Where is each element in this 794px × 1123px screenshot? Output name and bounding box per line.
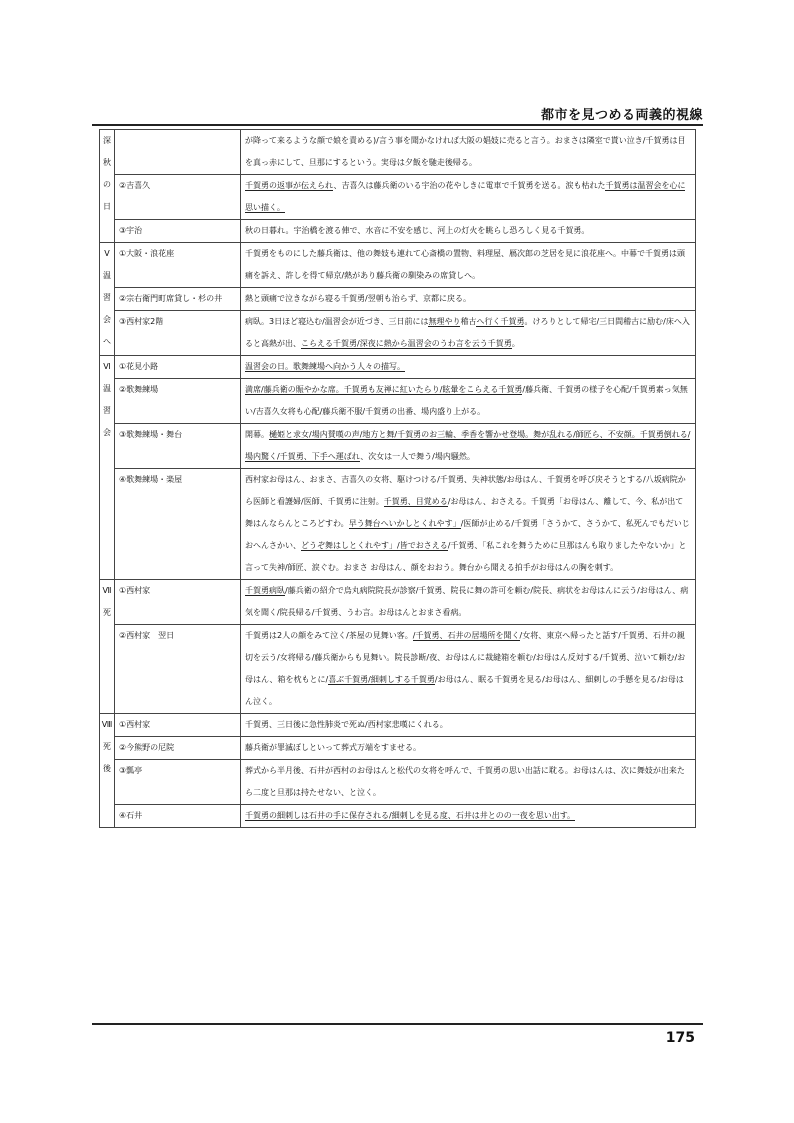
scene-description-cell [241, 737, 696, 760]
scene-description-cell [241, 625, 696, 714]
description-text: 秋の日暮れ。宇治橋を渡る俥で、水音に不安を感じ、河上の灯火を眺らし恐ろしく見る千賀勇。 [245, 226, 590, 235]
description-text: 開幕。 [245, 430, 269, 439]
scene-place-cell: ①西村家 [115, 714, 241, 737]
underlined-text: /千賀勇、石井の居場所を聞く [412, 631, 520, 640]
page-header [92, 104, 703, 124]
part-label-cell [100, 356, 115, 580]
scene-place-cell: ③瓢亭 [115, 760, 241, 805]
underlined-text: こらえる千賀勇/深夜に熱から温習会のうわ言を云う千賀勇 [301, 339, 512, 348]
part-label-char: Ⅶ [102, 586, 112, 595]
description-text: 、吉喜久は藤兵衛のいる宇治の花やしきに電車で千賀勇を送る。涙も枯れた [333, 181, 606, 190]
description-text: /藤兵衛の紹介で烏丸病院院長が診察/千賀勇、院長に舞の許可を頼む/院長、病状をお母はんに云う/お母はん、病気を聞く/院長帰る/千賀勇、うわ言。お母はんとおまさ看病。 [245, 586, 689, 617]
scene-place-cell: ②吉喜久 [115, 175, 241, 220]
table-row [100, 288, 696, 311]
part-label-char: 会 [103, 428, 111, 437]
underlined-text: 千賀勇の返事が伝えられ [245, 181, 334, 190]
part-label-char: 後 [103, 764, 111, 773]
description-text: /お母はん、おさえる。千賀勇「お母はん、離して、今、私が出て舞はんならんところどすわ。 [245, 497, 684, 528]
part-label-char: 習 [103, 293, 111, 302]
description-text: 千賀勇をものにした藤兵衛は、他の舞妓も連れて心斎橋の置物、料理屋、鴈次郎の芝居を見に浪花座へ。中幕で千賀勇は頭痛を訴え、許しを得て帰京/熱があり藤兵衛の馴染みの席貸しへ。 [245, 249, 685, 280]
table-row [100, 243, 696, 288]
underlined-text: 喜ぶ千賀勇/細刺しする千賀勇 [328, 675, 435, 684]
scene-description-cell [241, 130, 696, 175]
description-text: 西村家お母はん、おまさ、吉喜久の女将、駆けつける/千賀勇、失神状態/お母はん、千賀勇を呼び戻そうとする/八坂病院から医師と看護婦/医師、千賀勇に注射。 [245, 475, 686, 506]
description-text: が降って来るような顔で娘を責める)/言う事を聞かなければ大阪の娼妓に売ると言う。おまさは隣室で貰い泣き/千賀勇は目を真っ赤にして、旦那にするという。実母は夕飯を馳走後帰る。 [245, 136, 686, 167]
table-row [100, 469, 696, 580]
description-text: 稽古 [460, 317, 477, 326]
scene-place-cell: ①花見小路 [115, 356, 241, 379]
part-label-char: 秋 [103, 158, 111, 167]
scene-description-cell [241, 288, 696, 311]
description-text: 。 [511, 339, 520, 348]
part-label-cell [100, 714, 115, 828]
underlined-text: 早う舞台へいかしとくれやす」 [348, 519, 461, 528]
underlined-text: へ行く千賀勇 [476, 317, 525, 326]
underlined-text: 千賀勇、目覚める [383, 497, 448, 506]
table-row [100, 424, 696, 469]
scene-description-cell [241, 379, 696, 424]
scene-place-cell: ②歌舞練場 [115, 379, 241, 424]
scene-place-cell: ③西村家2階 [115, 311, 241, 356]
scene-place-cell: ②宗右衛門町席貸し・杉の井 [115, 288, 241, 311]
scene-description-cell [241, 356, 696, 379]
underlined-text: どうぞ舞はしとくれやす」/皆でおさえる [301, 541, 448, 550]
synopsis-table-body [100, 130, 696, 828]
part-label-char: Ⅷ [101, 720, 113, 729]
table-row [100, 130, 696, 175]
scene-place-cell [115, 130, 241, 175]
table-row [100, 220, 696, 243]
description-text: 藤兵衛が罪滅ぼしといって葬式万端をすませる。 [245, 743, 421, 752]
description-text: /女将、東京へ帰ったと話す/千賀勇、石井の親切を云う/女将帰る/藤兵衛からも見舞い。院長診断/夜、お母はんに裁縫箱を頼む/お母はん反対する/千賀勇、泣いて頼む/お母はん、箱を枕もとに/ [245, 631, 686, 684]
part-label-char: Ⅴ [104, 249, 110, 258]
scene-place-cell: ②今熊野の尼院 [115, 737, 241, 760]
part-label-char: の [103, 180, 111, 189]
scene-description-cell [241, 760, 696, 805]
part-label-char: Ⅵ [103, 362, 111, 371]
table-row [100, 311, 696, 356]
table-row [100, 805, 696, 828]
part-label-char: 死 [103, 742, 111, 751]
scene-place-cell: ④石井 [115, 805, 241, 828]
description-text: 葬式から半月後、石井が西村のお母はんと松代の女将を呼んで、千賀勇の思い出話に耽る。お母はんは、次に舞妓が出来たら二度と旦那は持たせない、と泣く。 [245, 766, 685, 797]
underlined-text: 千賀勇の細刺しは石井の手に保存される/細刺しを見る度、石井は井とのの一夜を思い出す。 [245, 811, 576, 820]
scene-place-cell: ③宇治 [115, 220, 241, 243]
scene-description-cell [241, 714, 696, 737]
description-text: 病臥。3日ほど寝込む/温習会が近づき、三日前には [245, 317, 429, 326]
page-number: 175 [665, 1030, 695, 1046]
footer-rule [92, 1023, 703, 1025]
running-header-title: 都市を見つめる両義的視線 [540, 108, 703, 123]
scene-description-cell [241, 469, 696, 580]
description-text: 、次女は一人で舞う/場内騒然。 [360, 452, 475, 461]
scene-description-cell [241, 220, 696, 243]
header-rule [92, 124, 703, 126]
scene-description-cell [241, 243, 696, 288]
scene-place-cell: ③歌舞練場・舞台 [115, 424, 241, 469]
underlined-text: 温習会の日。歌舞練場へ向かう人々の描写。 [245, 362, 405, 371]
scene-place-cell: ④歌舞練場・楽屋 [115, 469, 241, 580]
scene-description-cell [241, 580, 696, 625]
scene-description-cell [241, 805, 696, 828]
description-text: 熱と頭痛で泣きながら寝る千賀勇/翌朝も治らず、京都に戻る。 [245, 294, 472, 303]
part-label-char: 温 [103, 271, 111, 280]
table-row [100, 714, 696, 737]
part-label-cell [100, 130, 115, 243]
part-label-cell [100, 580, 115, 714]
table-row [100, 625, 696, 714]
description-text: /お母はん、眠る千賀勇を見る/お母はん、細刺しの手懸を見る/お母はん泣く。 [245, 675, 684, 706]
scene-place-cell: ①大阪・浪花座 [115, 243, 241, 288]
scene-place-cell: ②西村家 翌日 [115, 625, 241, 714]
table-row [100, 760, 696, 805]
table-row [100, 737, 696, 760]
description-text: 千賀勇、三日後に急性肺炎で死ぬ/西村家悲嘆にくれる。 [245, 720, 448, 729]
description-text: /医師が止める/千賀勇「さうかて、さうかて、私死んでもだいじおへんさかい、 [245, 519, 690, 550]
underlined-text: 千賀勇は温習会を心に思い描く。 [245, 181, 686, 212]
part-label-char: へ [103, 337, 111, 346]
underlined-text: 樋姫と求女/場内賛嘆の声/地方と舞/千賀勇のお三輪、季香を響かせ登場。舞が乱れる/師匠ら、不安顔。千賀勇倒れる/場内驚く/千賀勇、下手へ運ばれ [245, 430, 691, 461]
synopsis-table [99, 129, 696, 828]
description-text: 千賀勇は2人の顔をみて泣く/茶屋の見舞い客。 [245, 631, 413, 640]
part-label-char: 会 [103, 315, 111, 324]
underlined-text: 無理やり [428, 317, 461, 326]
scene-description-cell [241, 311, 696, 356]
underlined-text: 千賀勇病臥 [245, 586, 285, 595]
description-text: 。けろりとして帰宅/三日間稽古に励む/床へ入ると高熱が出、 [245, 317, 690, 348]
part-label-char: 温 [103, 384, 111, 393]
scene-description-cell [241, 175, 696, 220]
scene-place-cell: ①西村家 [115, 580, 241, 625]
page-footer [92, 1023, 703, 1046]
table-row [100, 175, 696, 220]
description-text: /千賀勇、「私これを舞うために旦那はんも取りましたやないか」と言って失神/師匠、涙ぐむ。おまさ お母はん、顔をおおう。舞台から聞える拍手がお母はんの胸を刺す。 [245, 541, 687, 572]
underlined-text: 満席/藤兵衛の賑やかな席。千賀勇も友禅に紅いたらり/眩暈をこらえる千賀勇 [245, 385, 523, 394]
part-label-char: 日 [103, 202, 111, 211]
part-label-char: 死 [103, 608, 111, 617]
table-row [100, 379, 696, 424]
table-row [100, 580, 696, 625]
part-label-char: 深 [103, 136, 111, 145]
part-label-char: 習 [103, 406, 111, 415]
description-text: /藤兵衛、千賀勇の様子を心配/千賀勇素っ気無い/吉喜久女将も心配/藤兵衛不服/千賀勇の出番、場内盛り上がる。 [245, 385, 688, 416]
scene-description-cell [241, 424, 696, 469]
part-label-cell [100, 243, 115, 356]
table-row [100, 356, 696, 379]
